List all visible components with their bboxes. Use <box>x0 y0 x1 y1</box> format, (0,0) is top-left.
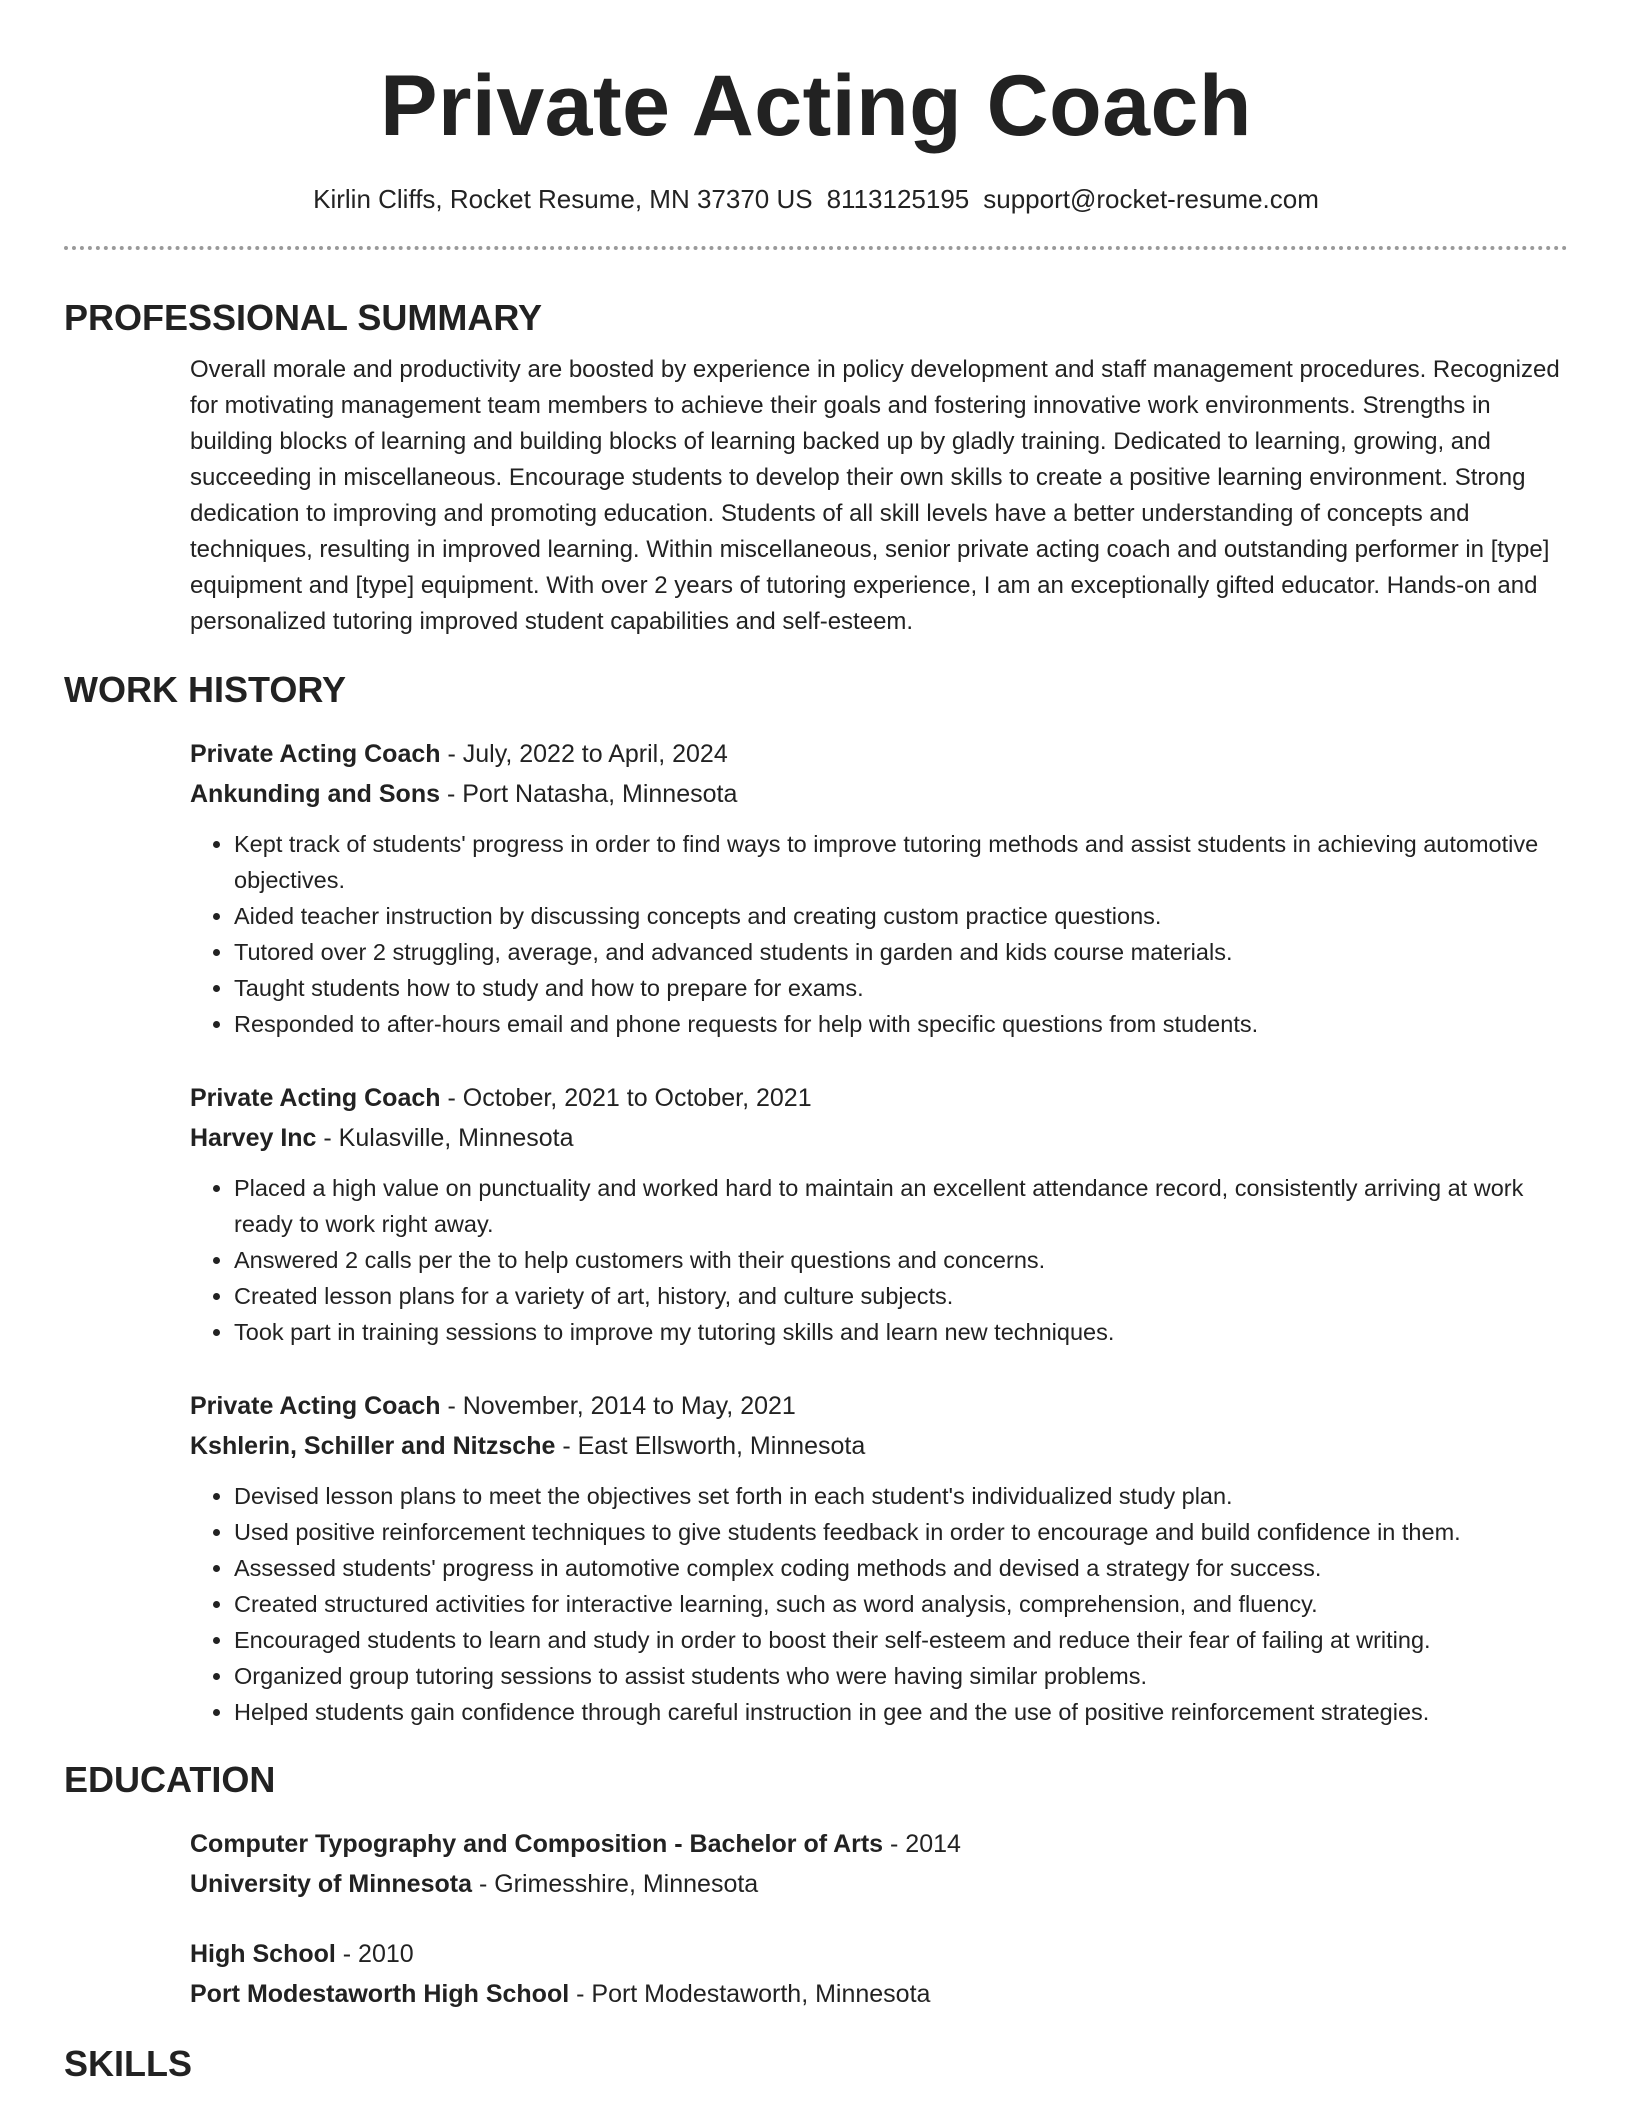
contact-phone: 8113125195 <box>826 184 970 214</box>
education-school-line <box>190 1864 1568 1904</box>
education-school-line <box>190 1974 1568 2014</box>
job-duties <box>190 826 1568 1042</box>
duty-item: • Assessed students' progress in automotive complex coding methods and devised a strategy for success. <box>234 1550 1568 1586</box>
job-role: Private Acting Coach <box>190 1084 441 1112</box>
contact-email: support@rocket-resume.com <box>983 184 1319 214</box>
duty-item: • Devised lesson plans to meet the objectives set forth in each student's individualized study plan. <box>234 1478 1568 1514</box>
duty-item: • Tutored over 2 struggling, average, and advanced students in garden and kids course materials. <box>234 934 1568 970</box>
education-heading: EDUCATION <box>64 1759 276 1800</box>
duty-item: • Helped students gain confidence through careful instruction in gee and the use of positive reinforcement strategies. <box>234 1694 1568 1730</box>
summary-heading: PROFESSIONAL SUMMARY <box>64 297 543 338</box>
duty-item: • Took part in training sessions to improve my tutoring skills and learn new techniques. <box>234 1314 1568 1350</box>
duty-item: • Placed a high value on punctuality and worked hard to maintain an excellent attendance record, consistently arriving at work ready to work right away. <box>234 1170 1568 1242</box>
job-duties <box>190 1170 1568 1350</box>
education-degree: High School <box>190 1940 336 1968</box>
duty-item: • Aided teacher instruction by discussing concepts and creating custom practice questions. <box>234 898 1568 934</box>
duty-item: • Created lesson plans for a variety of art, history, and culture subjects. <box>234 1278 1568 1314</box>
work-history-heading: WORK HISTORY <box>64 669 347 710</box>
job-location: - East Ellsworth, Minnesota <box>555 1432 866 1460</box>
job-role: Private Acting Coach <box>190 740 441 768</box>
education-entry <box>190 1934 1568 2014</box>
contact-line <box>64 182 1568 216</box>
job-role: Private Acting Coach <box>190 1392 441 1420</box>
job-title-line <box>190 1386 1568 1426</box>
job-company-line <box>190 1118 1568 1158</box>
education-school: Port Modestaworth High School <box>190 1980 570 2008</box>
job-dates: - July, 2022 to April, 2024 <box>440 740 728 768</box>
duty-item: • Kept track of students' progress in order to find ways to improve tutoring methods and assist students in achieving automotive objectives. <box>234 826 1568 898</box>
summary-text: Overall morale and productivity are boosted by experience in policy development and staff management procedures. Recognized for motivating management team members to achieve their goals and fostering innovative work environments. Strengths in building blocks of learning and building blocks of learning backed up by gladly training. Dedicated to learning, growing, and succeeding in miscellaneous. Encourage students to develop their own skills to create a positive learning environment. Strong dedication to improving and promoting education. Students of all skill levels have a better understanding of concepts and techniques, resulting in improved learning. Within miscellaneous, senior private acting coach and outstanding performer in [type] equipment and [type] equipment. With over 2 years of tutoring experience, I am an exceptionally gifted educator. Hands-on and personalized tutoring improved student capabilities and self-esteem. <box>190 356 1560 635</box>
job-entry <box>190 1386 1568 1730</box>
skills-heading: SKILLS <box>64 2043 193 2084</box>
job-company: Harvey Inc <box>190 1124 317 1152</box>
duty-item: • Taught students how to study and how to prepare for exams. <box>234 970 1568 1006</box>
job-title-line <box>190 734 1568 774</box>
education-location: - Grimesshire, Minnesota <box>472 1870 759 1898</box>
education-year: - 2010 <box>335 1940 414 1968</box>
job-title-line <box>190 1078 1568 1118</box>
duty-item: • Created structured activities for interactive learning, such as word analysis, comprehension, and fluency. <box>234 1586 1568 1622</box>
duty-item: • Organized group tutoring sessions to assist students who were having similar problems. <box>234 1658 1568 1694</box>
duty-item: • Responded to after-hours email and phone requests for help with specific questions from students. <box>234 1006 1568 1042</box>
job-company-line <box>190 774 1568 814</box>
resume-page <box>64 0 1568 2086</box>
duty-item: • Used positive reinforcement techniques to give students feedback in order to encourage and build confidence in them. <box>234 1514 1568 1550</box>
job-location: - Port Natasha, Minnesota <box>440 780 738 808</box>
resume-name: Private Acting Coach <box>380 58 1252 154</box>
job-company: Kshlerin, Schiller and Nitzsche <box>190 1432 556 1460</box>
education-entry <box>190 1824 1568 1904</box>
job-dates: - November, 2014 to May, 2021 <box>440 1392 796 1420</box>
duty-item: • Encouraged students to learn and study in order to boost their self-esteem and reduce their fear of failing at writing. <box>234 1622 1568 1658</box>
job-location: - Kulasville, Minnesota <box>316 1124 574 1152</box>
contact-address: Kirlin Cliffs, Rocket Resume, MN 37370 US <box>313 184 813 214</box>
education-school: University of Minnesota <box>190 1870 472 1898</box>
duty-item: • Answered 2 calls per the to help customers with their questions and concerns. <box>234 1242 1568 1278</box>
job-duties <box>190 1478 1568 1730</box>
job-dates: - October, 2021 to October, 2021 <box>440 1084 812 1112</box>
education-degree: Computer Typography and Composition - Bachelor of Arts <box>190 1830 884 1858</box>
education-location: - Port Modestaworth, Minnesota <box>569 1980 931 2008</box>
education-year: - 2014 <box>883 1830 961 1858</box>
job-entry <box>190 734 1568 1042</box>
education-degree-line <box>190 1934 1568 1974</box>
job-company: Ankunding and Sons <box>190 780 440 808</box>
header-divider <box>64 246 1568 250</box>
job-company-line <box>190 1426 1568 1466</box>
education-degree-line <box>190 1824 1568 1864</box>
job-entry <box>190 1078 1568 1350</box>
